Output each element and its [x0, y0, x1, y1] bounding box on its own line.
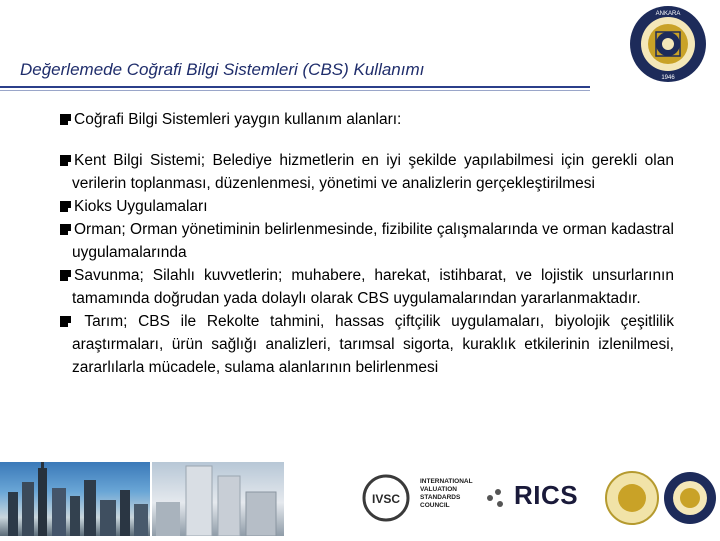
bullet-item — [60, 195, 674, 218]
checkbox-bullet-icon — [60, 155, 71, 166]
checkbox-bullet-icon — [60, 316, 71, 327]
title-divider-secondary — [0, 90, 590, 91]
checkbox-bullet-icon — [60, 201, 71, 212]
content-heading — [60, 108, 674, 131]
city-skyline-photo — [0, 462, 150, 536]
bullet-item — [60, 310, 674, 379]
ivsc-caption-line: INTERNATIONAL — [420, 478, 473, 485]
ivsc-caption — [420, 478, 473, 510]
building-photo — [152, 462, 284, 536]
title-divider — [0, 86, 590, 88]
checkbox-bullet-icon — [60, 224, 71, 235]
checkbox-bullet-icon — [60, 114, 71, 125]
building-graphic — [152, 462, 284, 536]
ivsc-caption-line: COUNCIL — [420, 502, 450, 509]
university-seal-logo — [612, 4, 716, 84]
svg-text:1946: 1946 — [661, 75, 675, 81]
checkbox-bullet-icon — [60, 270, 71, 281]
ivsc-caption-line: STANDARDS — [420, 494, 461, 501]
skyline-graphic — [0, 462, 150, 536]
bullet-text: Savunma; Silahlı kuvvetlerin; muhabere, harekat, istihbarat, ve lojistik unsurlarının tamamında doğrudan yada dolaylı olarak CBS uygulamalarından yararlanmaktadır. — [72, 267, 674, 307]
bullet-item — [60, 264, 674, 310]
ivsc-caption-line: VALUATION — [420, 486, 457, 493]
slide-title: Değerlemede Coğrafi Bilgi Sistemleri (CBS) Kullanımı — [20, 60, 425, 79]
bullet-item — [60, 218, 674, 264]
bullet-text: Tarım; CBS ile Rekolte tahmini, hassas çiftçilik uygulamaları, biyolojik çeşitlilik araştırmaları, ürün sağlığı analizleri, tarımsal sigorta, kuraklık etkilerinin izlenilmesi, zararlılarla mücadele, sulama alanlarının belirlenmesi — [72, 313, 674, 376]
bullet-item — [60, 149, 674, 195]
ivsc-logo-text: IVSC — [371, 492, 401, 506]
heading-text: Coğrafi Bilgi Sistemleri yaygın kullanım alanları: — [74, 111, 402, 128]
rics-logo: RICS — [514, 480, 579, 510]
slide-content — [60, 108, 674, 379]
bullet-text: Kent Bilgi Sistemi; Belediye hizmetlerin en iyi şekilde yapılabilmesi için gerekli olan verilerin toplanması, düzenlenmesi, yönetimi ve analizlerin gerçekleştirilmesi — [72, 152, 674, 192]
bullet-text: Orman; Orman yönetiminin belirlenmesinde, fizibilite çalışmalarında ve orman kadastral uygulamalarında — [72, 221, 674, 261]
bullet-text: Kioks Uygulamaları — [74, 198, 208, 215]
svg-text:ANKARA: ANKARA — [655, 11, 681, 17]
